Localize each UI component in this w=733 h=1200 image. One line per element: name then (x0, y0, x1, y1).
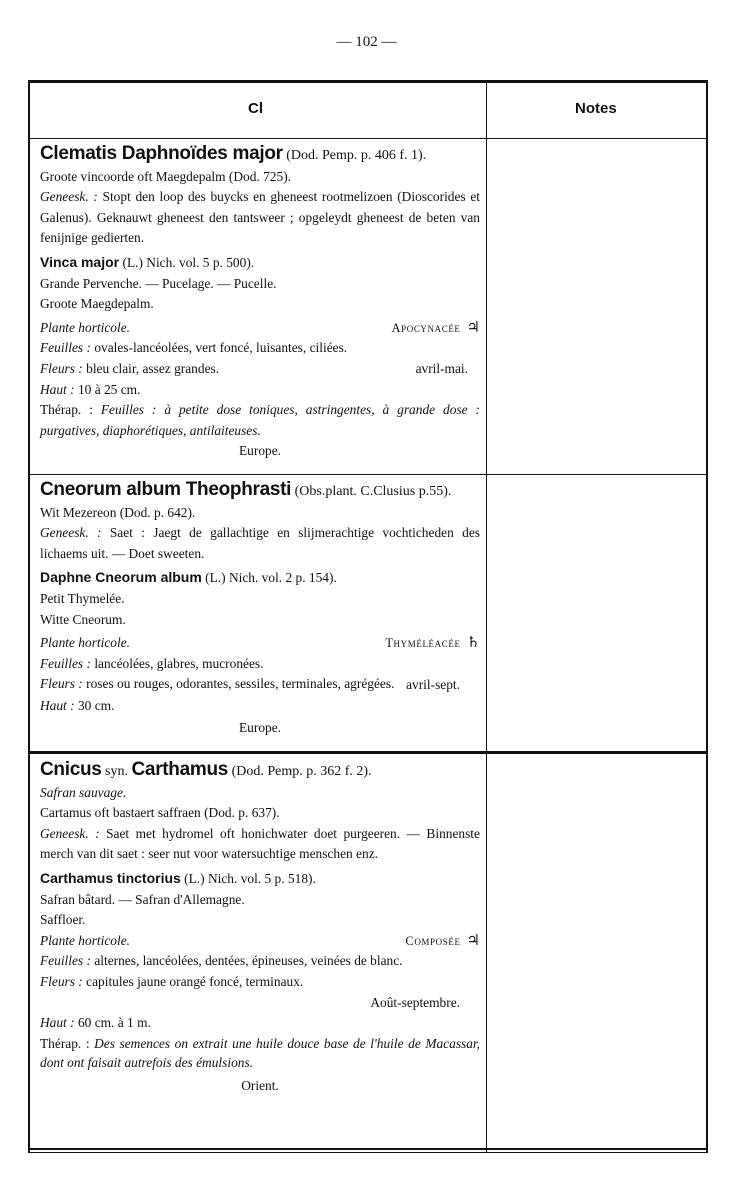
dutch-name: Groote vincoorde oft Maegdepalm (Dod. 725). (40, 168, 292, 184)
fleurs-label: Fleurs : (40, 676, 83, 692)
feuilles-paragraph (40, 951, 480, 972)
entry-cneorum (40, 480, 480, 739)
haut-label: Haut : (40, 1015, 75, 1031)
geneesk-paragraph (40, 187, 480, 249)
geneesk-text: Saet met hydromel oft honichwater doet purgeeren. — Binnenste merch van dit saet : seer nut voor watersuchtige menschen enz. (40, 825, 480, 862)
haut-line (40, 380, 480, 401)
title-reference: (Dod. Pemp. p. 362 f. 2). (231, 764, 372, 779)
haut-text: 60 cm. à 1 m. (77, 1015, 151, 1031)
origin: Europe. (238, 443, 282, 459)
fleurs-text: bleu clair, assez grandes. (86, 360, 220, 376)
entry-title: Clematis Daphnoïdes major (40, 143, 283, 164)
header-separator (28, 138, 708, 139)
flowering-period: Août-septembre. (370, 994, 460, 1010)
synonym: Carthamus tinctorius (40, 869, 181, 886)
notes-column-header: Notes (575, 100, 617, 117)
synonym-line (40, 567, 480, 589)
flowering-period: avril-sept. (406, 676, 460, 692)
common-names: Safran bâtard. — Safran d'Allemagne. (40, 891, 245, 907)
haut-text: 10 à 25 cm. (77, 381, 141, 397)
synonym-line (40, 868, 480, 890)
family-group (385, 633, 480, 654)
geneesk-label: Geneesk. : (40, 525, 102, 541)
synonym-reference: (L.) Nich. vol. 2 p. 154). (205, 570, 337, 586)
synonym: Daphne Cneorum album (40, 569, 202, 586)
therap-text: Des semences on extrait une huile douce base de l'huile de Macassar, dont ont faisait autrefois des émulsions. (40, 1035, 481, 1070)
fleurs-text: roses ou rouges, odorantes, sessiles, terminales, agrégées. (86, 676, 395, 692)
table-right-border (706, 80, 708, 1153)
family-group (405, 931, 480, 952)
geneesk-paragraph (40, 824, 480, 865)
title-reference: (Dod. Pemp. p. 406 f. 1). (286, 148, 427, 163)
feuilles-label: Feuilles : (40, 953, 91, 969)
feuilles-text: lancéolées, glabres, mucronées. (94, 655, 264, 671)
haut-line (40, 1013, 480, 1034)
plante-horticole: Plante horticole. (40, 635, 130, 651)
geneesk-text: Stopt den loop des buycks en gheneest rootmelizoen (Dioscorides et Galenus). Geknauwt gheneest den tantsweer ; opgeleydt gheneest de beten van fenijnige gedierten. (40, 189, 480, 246)
geneesk-label: Geneesk. : (40, 189, 98, 205)
page-number: — 102 — (336, 34, 397, 50)
plante-horticole: Plante horticole. (40, 932, 130, 948)
title-reference: (Obs.plant. C.Clusius p.55). (294, 484, 452, 499)
main-column-header: Cl (248, 100, 263, 117)
dutch-name: Wit Mezereon (Dod. p. 642). (40, 504, 196, 520)
plante-line (40, 318, 480, 339)
common-names-2: Groote Maegdepalm. (40, 296, 154, 312)
table-top-border (28, 80, 708, 83)
fleurs-text: capitules jaune orangé foncé, terminaux. (86, 973, 304, 989)
haut-label: Haut : (40, 697, 75, 713)
synonym-reference: (L.) Nich. vol. 5 p. 518). (184, 870, 316, 886)
entry-heading (40, 144, 480, 167)
feuilles-label: Feuilles : (40, 655, 91, 671)
haut-text: 30 cm. (77, 697, 115, 713)
family-name: Thyméléacée (385, 636, 461, 651)
dutch-name: Cartamus oft bastaert saffraen (Dod. p. 637). (40, 805, 280, 821)
entry-heading (40, 480, 480, 503)
common-names-2: Saffloer. (40, 912, 86, 928)
flowering-period: avril-mai. (415, 360, 468, 376)
entry-clematis (40, 144, 480, 462)
plante-line (40, 931, 480, 952)
family-name: Composée (405, 933, 461, 948)
entry-separator-1 (28, 474, 708, 475)
family-group (392, 318, 481, 339)
entry-cnicus (40, 760, 480, 1096)
synonym-line (40, 252, 480, 274)
feuilles-text: ovales-lancéolées, vert foncé, luisantes, ciliées. (94, 340, 348, 356)
therap-paragraph (40, 1034, 480, 1072)
therap-label: Thérap. : (40, 1035, 90, 1051)
synonym: Vinca major (40, 253, 120, 270)
therap-label: Thérap. : (40, 402, 93, 418)
fleurs-line (40, 972, 480, 993)
entry-heading (40, 760, 480, 783)
feuilles-line (40, 654, 480, 675)
origin: Orient. (241, 1077, 279, 1093)
haut-line (40, 696, 480, 717)
geneesk-label: Geneesk. : (40, 825, 100, 841)
fleurs-line (40, 359, 480, 380)
feuilles-line (40, 338, 480, 359)
haut-label: Haut : (40, 381, 75, 397)
alt-name: Safran sauvage. (40, 784, 127, 800)
therap-text: Feuilles : à petite dose toniques, astringentes, à grande dose : purgatives, diaphorétiques, antilaiteuses. (40, 402, 480, 438)
common-names: Grande Pervenche. — Pucelage. — Pucelle. (40, 275, 277, 291)
synonym-reference: (L.) Nich. vol. 5 p. 500). (122, 254, 255, 270)
geneesk-text: Saet : Jaegt de gallachtige en slijmerachtige vochticheden des lichaems uit. — Doet sweeten. (40, 525, 480, 561)
table-bottom-border-2 (28, 1152, 708, 1153)
origin: Europe. (238, 720, 282, 736)
perennial-symbol-icon: ♃ (466, 319, 480, 336)
feuilles-text: alternes, lancéolées, dentées, épineuses, veinées de blanc. (94, 953, 403, 969)
column-divider (486, 80, 487, 1153)
plante-line (40, 633, 480, 654)
entry-title: Cneorum album Theophrasti (40, 479, 292, 500)
entry-separator-2 (28, 751, 708, 754)
fleurs-label: Fleurs : (40, 973, 83, 989)
common-names: Petit Thymelée. (40, 590, 125, 606)
plante-horticole: Plante horticole. (40, 319, 130, 335)
entry-title: Cnicus (40, 759, 102, 780)
family-name: Apocynacée (391, 320, 461, 335)
table-bottom-border (28, 1148, 708, 1150)
geneesk-paragraph (40, 523, 480, 564)
therap-paragraph (40, 400, 480, 441)
shrub-symbol-icon: ♄ (466, 635, 480, 652)
entry-title-2: Carthamus (131, 759, 229, 780)
title-syn: syn. (105, 764, 128, 779)
common-names-2: Witte Cneorum. (40, 611, 126, 627)
feuilles-label: Feuilles : (40, 340, 91, 356)
fleurs-label: Fleurs : (40, 360, 83, 376)
table-left-border (28, 80, 30, 1153)
perennial-symbol-icon: ♃ (466, 932, 480, 949)
